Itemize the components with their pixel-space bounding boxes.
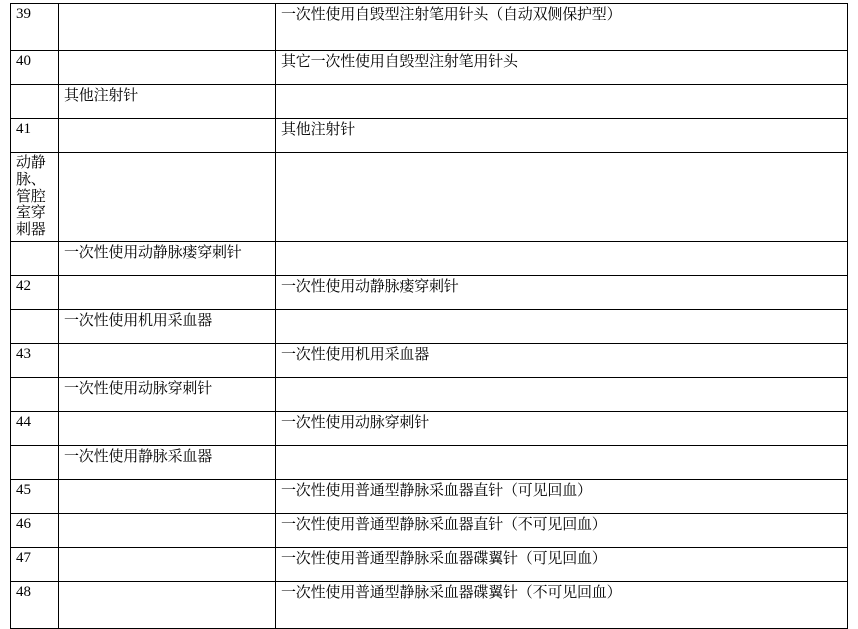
table-row	[11, 51, 848, 85]
row-number-cell: 42	[11, 275, 59, 309]
row-number-cell: 47	[11, 547, 59, 581]
row-number-cell	[11, 85, 59, 119]
row-category-cell	[59, 513, 276, 547]
table-row	[11, 547, 848, 581]
product-catalog-table	[10, 3, 848, 629]
row-product-name-cell	[276, 445, 848, 479]
row-category-group-cell: 动静脉、管腔室穿刺器	[11, 153, 59, 242]
row-category-cell	[59, 119, 276, 153]
row-number-cell	[11, 445, 59, 479]
row-product-name-cell: 一次性使用普通型静脉采血器碟翼针（不可见回血）	[276, 581, 848, 628]
row-product-name-cell	[276, 153, 848, 242]
row-product-name-cell: 其它一次性使用自毁型注射笔用针头	[276, 51, 848, 85]
row-category-cell	[59, 4, 276, 51]
table-row	[11, 309, 848, 343]
table-row	[11, 4, 848, 51]
table-row	[11, 581, 848, 628]
row-product-name-cell: 一次性使用机用采血器	[276, 343, 848, 377]
row-category-cell	[59, 547, 276, 581]
table-row	[11, 377, 848, 411]
row-product-name-cell: 一次性使用自毁型注射笔用针头（自动双侧保护型）	[276, 4, 848, 51]
row-number-cell	[11, 241, 59, 275]
row-category-cell: 一次性使用动脉穿刺针	[59, 377, 276, 411]
table-row	[11, 275, 848, 309]
row-category-cell: 一次性使用机用采血器	[59, 309, 276, 343]
table-row	[11, 119, 848, 153]
table-row	[11, 343, 848, 377]
row-category-cell: 一次性使用静脉采血器	[59, 445, 276, 479]
row-category-cell	[59, 153, 276, 242]
row-product-name-cell: 一次性使用普通型静脉采血器直针（可见回血）	[276, 479, 848, 513]
table-row	[11, 445, 848, 479]
table-body	[11, 4, 848, 629]
table-row	[11, 479, 848, 513]
row-number-cell: 40	[11, 51, 59, 85]
table-row	[11, 241, 848, 275]
row-number-cell: 41	[11, 119, 59, 153]
row-number-cell: 46	[11, 513, 59, 547]
row-number-cell: 43	[11, 343, 59, 377]
row-category-cell: 其他注射针	[59, 85, 276, 119]
table-row	[11, 411, 848, 445]
row-category-cell	[59, 343, 276, 377]
row-number-cell	[11, 309, 59, 343]
table-row	[11, 85, 848, 119]
row-product-name-cell	[276, 85, 848, 119]
table-row	[11, 513, 848, 547]
row-number-cell: 39	[11, 4, 59, 51]
row-product-name-cell: 其他注射针	[276, 119, 848, 153]
row-product-name-cell	[276, 241, 848, 275]
row-category-cell	[59, 275, 276, 309]
row-number-cell: 48	[11, 581, 59, 628]
row-category-cell	[59, 411, 276, 445]
table-row	[11, 153, 848, 242]
row-category-cell: 一次性使用动静脉瘘穿刺针	[59, 241, 276, 275]
row-category-cell	[59, 581, 276, 628]
row-product-name-cell: 一次性使用动静脉瘘穿刺针	[276, 275, 848, 309]
row-number-cell	[11, 377, 59, 411]
row-number-cell: 45	[11, 479, 59, 513]
row-product-name-cell: 一次性使用普通型静脉采血器碟翼针（可见回血）	[276, 547, 848, 581]
row-product-name-cell: 一次性使用普通型静脉采血器直针（不可见回血）	[276, 513, 848, 547]
row-number-cell: 44	[11, 411, 59, 445]
row-category-cell	[59, 51, 276, 85]
row-category-cell	[59, 479, 276, 513]
row-product-name-cell: 一次性使用动脉穿刺针	[276, 411, 848, 445]
row-product-name-cell	[276, 377, 848, 411]
row-product-name-cell	[276, 309, 848, 343]
